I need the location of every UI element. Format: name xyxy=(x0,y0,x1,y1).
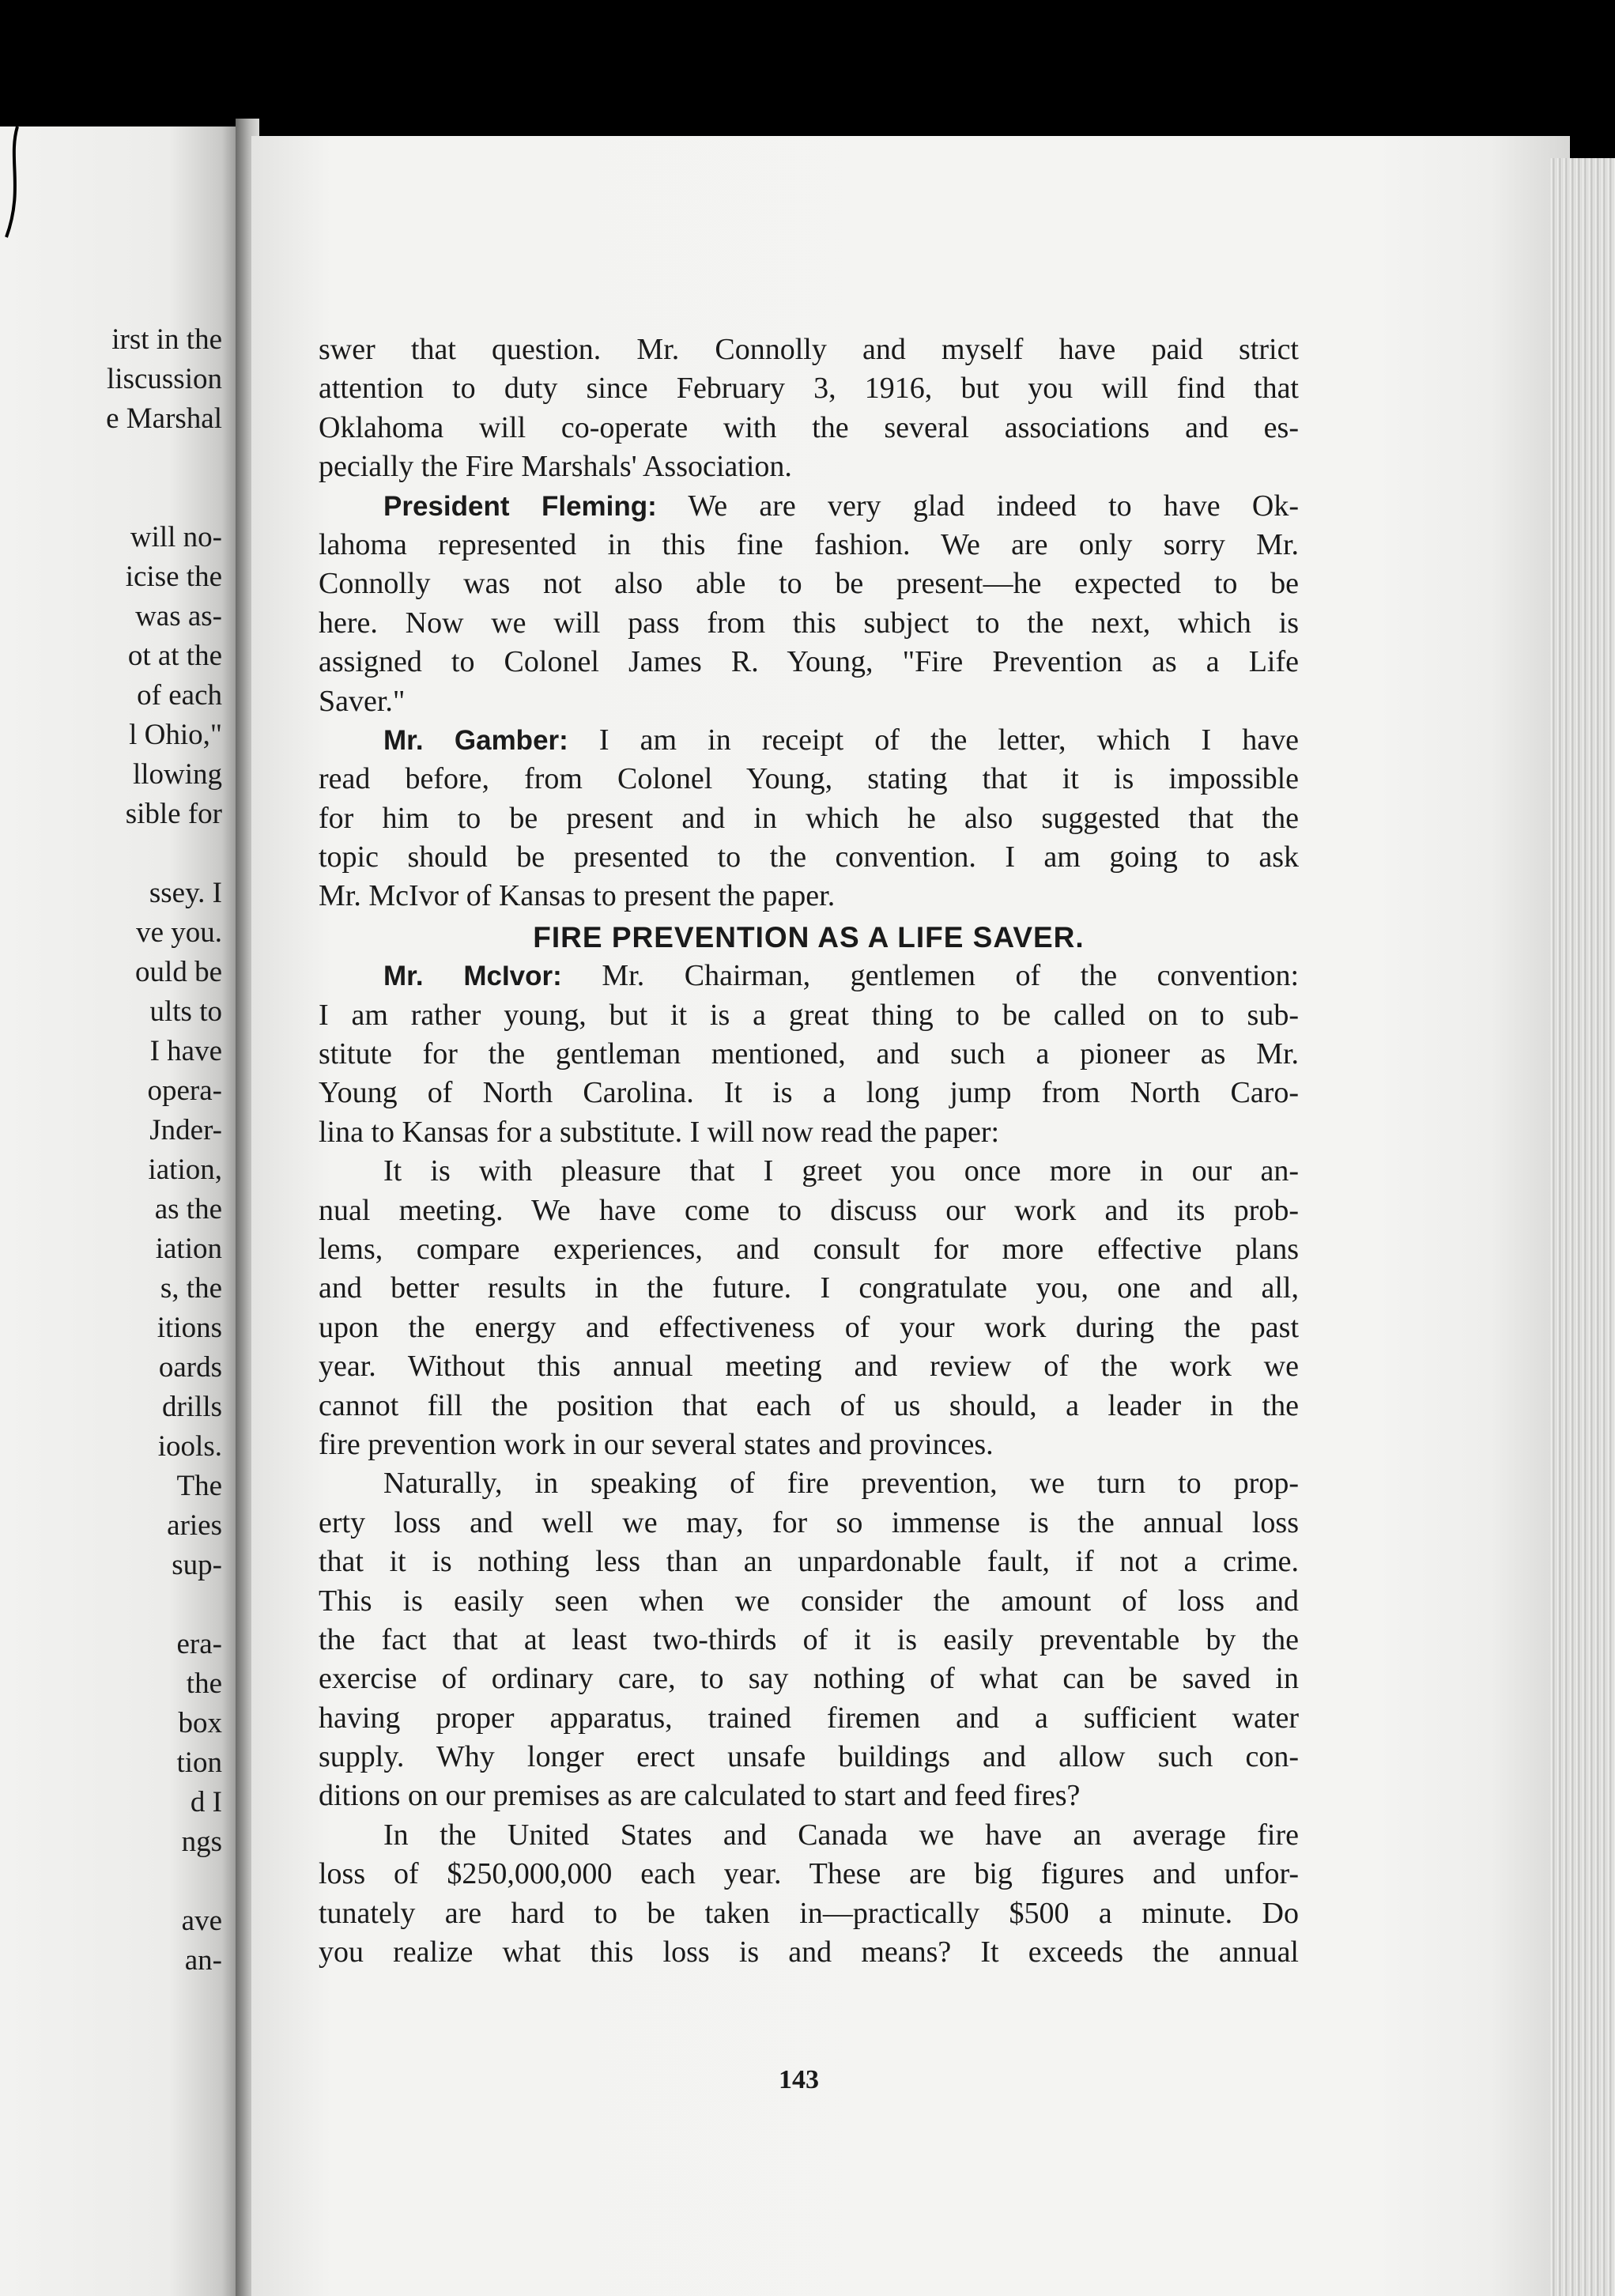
text-line: read before, from Colonel Young, stating that it is impossible xyxy=(319,762,1299,796)
left-page-line: of each xyxy=(137,679,222,712)
speaker-name: Mr. Gamber: xyxy=(383,724,568,756)
left-page-line: the xyxy=(186,1667,222,1700)
paragraph-mr-mcivor xyxy=(319,957,1299,1152)
text-line: assigned to Colonel James R. Young, "Fire Prevention as a Life xyxy=(319,645,1299,679)
left-page-line: irst in the xyxy=(111,323,222,356)
section-heading: FIRE PREVENTION AS A LIFE SAVER. xyxy=(533,920,1085,954)
left-page-line: box xyxy=(178,1707,222,1739)
paragraph-president-fleming xyxy=(319,487,1299,721)
left-page-line: an- xyxy=(184,1944,222,1977)
text-line: pecially the Fire Marshals' Association. xyxy=(319,450,792,484)
speaker-name: President Fleming: xyxy=(383,490,657,522)
paragraph-property-loss xyxy=(319,1464,1299,1816)
left-page-line: ave xyxy=(181,1905,222,1937)
left-page-line: will no- xyxy=(130,521,222,553)
text-line xyxy=(319,957,1299,995)
left-page-line: ot at the xyxy=(127,640,222,672)
left-page-line: drills xyxy=(161,1391,222,1423)
speech-text: I am in receipt of the letter, which I have xyxy=(598,723,1300,757)
text-line: erty loss and well we may, for so immense is the annual loss xyxy=(319,1505,1299,1539)
text-line: lina to Kansas for a substitute. I will now read the paper: xyxy=(319,1115,1000,1149)
text-line: attention to duty since February 3, 1916, but you will find that xyxy=(319,372,1299,406)
left-page-line: sup- xyxy=(172,1549,222,1581)
text-line: In the United States and Canada we have an average fire xyxy=(383,1818,1299,1852)
text-line: lems, compare experiences, and consult for more effective plans xyxy=(319,1232,1299,1266)
left-page-line: itions xyxy=(157,1312,222,1344)
text-line: here. Now we will pass from this subject to the next, which is xyxy=(319,606,1299,640)
text-line: ditions on our premises as are calculated to start and feed fires? xyxy=(319,1779,1081,1813)
left-page-line: e Marshal xyxy=(106,402,222,435)
paragraph-oklahoma-remarks xyxy=(319,330,1299,487)
text-line: upon the energy and effectiveness of your work during the past xyxy=(319,1310,1299,1344)
left-page-line: ould be xyxy=(135,956,222,988)
text-line xyxy=(319,487,1299,526)
text-line: nual meeting. We have come to discuss our work and its prob- xyxy=(319,1193,1299,1227)
paragraph-greeting xyxy=(319,1152,1299,1464)
left-page-line: ngs xyxy=(181,1826,222,1858)
left-page-line: as the xyxy=(154,1193,222,1225)
left-page-line: Jnder- xyxy=(149,1114,222,1146)
page-number: 143 xyxy=(779,2065,819,2094)
text-line: supply. Why longer erect unsafe buildings and allow such con- xyxy=(319,1740,1299,1774)
speech-text: Mr. Chairman, gentlemen of the convention: xyxy=(602,959,1300,993)
left-page-line: iation, xyxy=(148,1154,222,1186)
speaker-name: Mr. McIvor: xyxy=(383,961,562,992)
left-page-line: liscussion xyxy=(107,363,222,395)
text-line: exercise of ordinary care, to say nothing of what can be saved in xyxy=(319,1662,1299,1696)
left-page-line: The xyxy=(176,1470,222,1502)
left-page-line: l Ohio," xyxy=(129,719,222,751)
left-page-line: oards xyxy=(158,1351,222,1384)
paragraph-fire-loss-figures xyxy=(319,1816,1299,1973)
paragraph-mr-gamber xyxy=(319,721,1299,916)
text-line: having proper apparatus, trained firemen and a sufficient water xyxy=(319,1701,1299,1735)
left-page-line: was as- xyxy=(135,600,222,633)
text-line: you realize what this loss is and means? It exceeds the annual xyxy=(319,1935,1299,1969)
text-line: Saver." xyxy=(319,684,406,718)
left-page-line: sible for xyxy=(125,798,222,830)
page-body xyxy=(319,330,1299,1972)
text-line: loss of $250,000,000 each year. These are big figures and unfor- xyxy=(319,1857,1299,1891)
left-page-line: aries xyxy=(167,1509,222,1542)
text-line: This is easily seen when we consider the amount of loss and xyxy=(319,1584,1299,1618)
left-page-line: d I xyxy=(190,1786,222,1818)
speech-text: We are very glad indeed to have Ok- xyxy=(688,489,1299,523)
text-line xyxy=(319,721,1299,760)
text-line: Mr. McIvor of Kansas to present the paper. xyxy=(319,879,836,913)
text-line: I am rather young, but it is a great thing to be called on to sub- xyxy=(319,998,1299,1032)
left-page-line: tion xyxy=(176,1747,222,1779)
text-line: that it is nothing less than an unpardonable fault, if not a crime. xyxy=(319,1545,1299,1579)
left-page-line: iation xyxy=(155,1233,222,1265)
text-line: the fact that at least two-thirds of it is easily preventable by the xyxy=(319,1622,1299,1656)
text-line: year. Without this annual meeting and review of the work we xyxy=(319,1350,1299,1384)
left-page-line: s, the xyxy=(160,1272,222,1305)
text-line: lahoma represented in this fine fashion. We are only sorry Mr. xyxy=(319,527,1299,561)
left-page-line: I have xyxy=(149,1035,222,1067)
text-line: stitute for the gentleman mentioned, and such a pioneer as Mr. xyxy=(319,1037,1299,1071)
left-page-line: ssey. I xyxy=(149,877,222,909)
text-line: topic should be presented to the convention. I am going to ask xyxy=(319,840,1299,874)
text-line: swer that question. Mr. Connolly and myself have paid strict xyxy=(319,333,1299,366)
left-page-line: ve you. xyxy=(136,916,222,949)
text-line: cannot fill the position that each of us should, a leader in the xyxy=(319,1388,1299,1422)
text-line: Naturally, in speaking of fire prevention, we turn to prop- xyxy=(383,1467,1299,1501)
left-page-line: ults to xyxy=(149,995,222,1028)
page-curl-mark xyxy=(0,127,24,245)
text-line: It is with pleasure that I greet you once more in our an- xyxy=(383,1154,1299,1188)
left-page-line: iools. xyxy=(157,1430,222,1463)
left-page-line: llowing xyxy=(132,758,222,791)
text-line: Oklahoma will co-operate with the several associations and es- xyxy=(319,410,1299,444)
text-line: and better results in the future. I congratulate you, one and all, xyxy=(319,1271,1299,1305)
left-page-line: opera- xyxy=(147,1074,222,1107)
text-line: for him to be present and in which he also suggested that the xyxy=(319,801,1299,835)
text-line: tunately are hard to be taken in—practically $500 a minute. Do xyxy=(319,1896,1299,1930)
text-line: Young of North Carolina. It is a long jump from North Caro- xyxy=(319,1076,1299,1110)
left-page xyxy=(0,127,241,2296)
text-line: fire prevention work in our several states and provinces. xyxy=(319,1427,994,1461)
left-page-line: icise the xyxy=(125,561,222,593)
page-stack-edge xyxy=(1549,158,1615,2296)
left-page-line: era- xyxy=(176,1628,222,1660)
text-line: Connolly was not also able to be present—he expected to be xyxy=(319,567,1299,601)
